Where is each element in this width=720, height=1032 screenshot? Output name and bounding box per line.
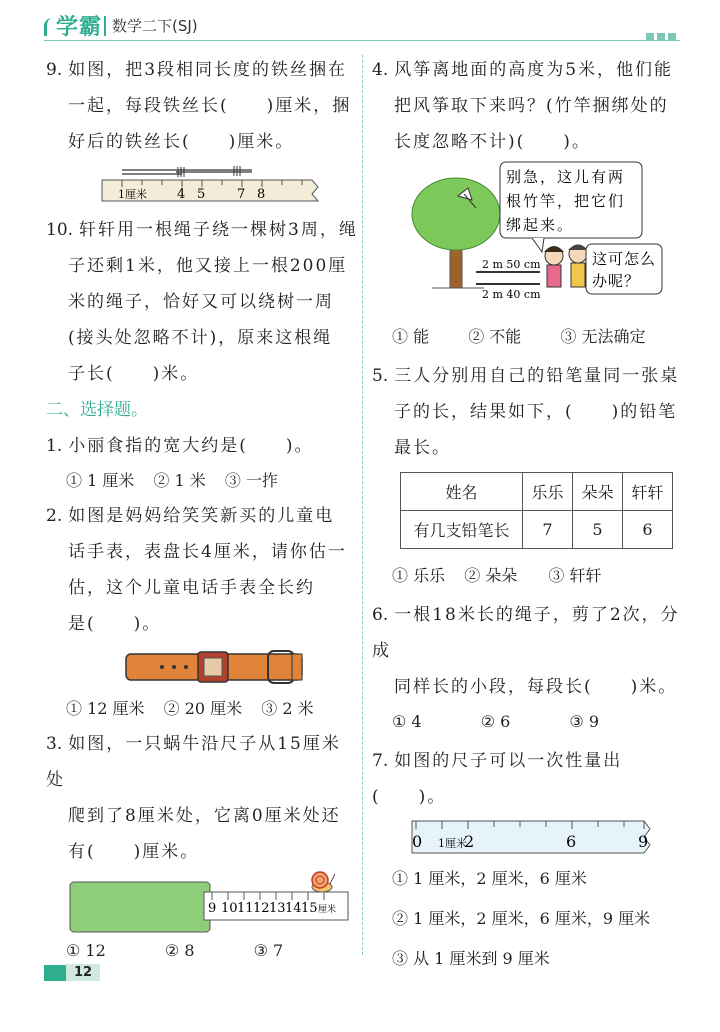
ruler-label: 4 xyxy=(177,187,186,202)
snail-ruler-figure xyxy=(46,870,358,934)
options-q1 xyxy=(46,464,358,498)
question-10 xyxy=(46,212,358,392)
options-q6 xyxy=(372,705,682,739)
question-1 xyxy=(46,428,358,464)
question-text: 子的长，结果如下，( )的铅笔 xyxy=(394,402,678,422)
question-text: 话手表，表盘长4厘米，请你估一 xyxy=(68,542,347,562)
left-column xyxy=(46,52,358,968)
table-cell: 5 xyxy=(573,511,623,549)
ruler-label: 0 xyxy=(412,832,423,851)
table-row xyxy=(401,511,673,549)
speech-text: 根竹竿，把它们 xyxy=(506,192,626,210)
wire-ruler-svg xyxy=(46,160,358,208)
question-text: 子还剩1米，他又接上一根200厘 xyxy=(68,256,348,276)
question-text: 长度忽略不计)( )。 xyxy=(394,132,591,152)
question-number: 5. xyxy=(372,366,389,386)
brand-logo xyxy=(44,10,102,41)
question-text: 爬到了8厘米处，它离0厘米处还 xyxy=(68,806,341,826)
question-2 xyxy=(46,498,358,642)
table-header: 乐乐 xyxy=(523,473,573,511)
options-q5 xyxy=(372,559,682,593)
kite-tree-figure xyxy=(372,160,682,320)
question-number: 1. xyxy=(46,436,63,456)
question-number: 2. xyxy=(46,506,63,526)
option[interactable]: ③ 9 xyxy=(569,712,600,731)
broken-ruler-svg xyxy=(372,815,682,859)
ruler-label: 9 xyxy=(208,901,217,916)
ruler-label: 5 xyxy=(197,187,206,202)
speech-text: 办呢？ xyxy=(592,272,641,290)
book-icon xyxy=(44,965,66,981)
question-text: 子长( )米。 xyxy=(68,364,200,384)
children-icon xyxy=(544,245,588,287)
option[interactable]: ① 4 xyxy=(392,712,422,731)
ruler-label: 厘米 xyxy=(318,905,337,915)
ruler-label: 13 xyxy=(269,901,286,916)
question-text: 一起，每段铁丝长( )厘米，捆 xyxy=(68,96,352,116)
question-6 xyxy=(372,597,682,705)
options-q7 xyxy=(372,859,682,979)
watch-figure xyxy=(46,642,358,692)
question-text: 是( )。 xyxy=(68,614,162,634)
brand-text: 学霸 xyxy=(56,15,103,40)
question-number: 6. xyxy=(372,605,389,625)
question-3 xyxy=(46,726,358,870)
question-text: 如图的尺子可以一次性量出( )。 xyxy=(372,751,623,807)
ruler-label: 11 xyxy=(237,901,254,916)
wire-ruler-figure xyxy=(46,160,358,208)
question-text: 同样长的小段，每段长( )米。 xyxy=(394,677,678,697)
option[interactable]: ① 乐乐 xyxy=(392,566,446,585)
option[interactable]: ① 12 厘米 xyxy=(66,699,145,718)
option[interactable]: ③ 无法确定 xyxy=(560,327,646,346)
options-q4 xyxy=(372,320,682,354)
speech-text: 别急，这儿有两 xyxy=(506,168,626,186)
decor-squares xyxy=(643,26,676,45)
question-text: 米的绳子，恰好又可以绕树一周 xyxy=(68,292,334,312)
section-title: 二、选择题。 xyxy=(46,400,148,420)
snail-icon xyxy=(312,872,335,892)
table-header: 姓名 xyxy=(401,473,523,511)
option[interactable]: ② 1 厘米，2 厘米，6 厘米，9 厘米 xyxy=(392,909,651,928)
question-4 xyxy=(372,52,682,160)
page-header xyxy=(0,0,720,46)
option[interactable]: ③ 2 米 xyxy=(261,699,314,718)
option[interactable]: ② 20 厘米 xyxy=(163,699,243,718)
question-text: 把风筝取下来吗？(竹竿捆绑处的 xyxy=(394,96,669,116)
option[interactable]: ② 朵朵 xyxy=(464,566,518,585)
question-text: 有( )厘米。 xyxy=(68,842,200,862)
question-text: 估，这个儿童电话手表全长约 xyxy=(68,578,315,598)
column-divider xyxy=(362,55,363,955)
ruler-label: 15 xyxy=(301,901,318,916)
question-text: (接头处忽略不计)，原来这根绳 xyxy=(68,328,333,348)
speech-text: 绑起来。 xyxy=(506,216,575,234)
question-text: 如图是妈妈给笑笑新买的儿童电 xyxy=(68,506,335,526)
question-text: 三人分别用自己的铅笔量同一张桌 xyxy=(394,366,680,386)
page-number: 12 xyxy=(66,964,100,981)
option[interactable]: ② 6 xyxy=(480,712,511,731)
question-9 xyxy=(46,52,358,160)
option[interactable]: ② 8 xyxy=(164,941,195,960)
ruler-label: 10 xyxy=(221,901,238,916)
option[interactable]: ① 1 厘米 xyxy=(66,471,135,490)
ruler-label: 12 xyxy=(253,901,270,916)
leaf-icon xyxy=(44,18,54,36)
ruler-label: 1厘米 xyxy=(118,188,147,201)
option[interactable]: ③ 轩轩 xyxy=(548,566,602,585)
question-number: 10. xyxy=(46,220,74,240)
ruler-label: 9 xyxy=(638,832,649,851)
option[interactable]: ① 能 xyxy=(392,327,430,346)
option[interactable]: ② 1 米 xyxy=(153,471,206,490)
table-cell: 6 xyxy=(623,511,673,549)
ruler-label: 7 xyxy=(237,187,246,202)
question-text: 风筝离地面的高度为5米，他们能 xyxy=(394,60,674,80)
question-number: 7. xyxy=(372,751,389,771)
option[interactable]: ② 不能 xyxy=(468,327,522,346)
page-footer xyxy=(44,962,100,981)
option[interactable]: ① 1 厘米，2 厘米，6 厘米 xyxy=(392,869,587,888)
question-number: 9. xyxy=(46,60,63,80)
kite-tree-svg xyxy=(372,160,682,320)
pole-label: 2 m 40 cm xyxy=(482,288,541,301)
question-7 xyxy=(372,743,682,815)
speech-text: 这可怎么 xyxy=(592,250,657,268)
book-subtitle: 数学二下(SJ) xyxy=(112,17,198,35)
question-text: 轩轩用一根绳子绕一棵树3周，绳 xyxy=(79,220,358,240)
question-number: 4. xyxy=(372,60,389,80)
question-5 xyxy=(372,358,682,466)
pole-label: 2 m 50 cm xyxy=(482,258,541,271)
ruler-label: 6 xyxy=(566,832,577,851)
pencil-table xyxy=(400,472,673,549)
table-row xyxy=(401,473,673,511)
broken-ruler-figure xyxy=(372,815,682,859)
table-cell: 有几支铅笔长 xyxy=(401,511,523,549)
ruler-label: 1厘米 xyxy=(438,837,467,850)
option[interactable]: ① 12 xyxy=(66,941,106,960)
question-text: 小丽食指的宽大约是( )。 xyxy=(68,436,314,456)
option[interactable]: ③ 7 xyxy=(253,941,284,960)
header-separator xyxy=(104,16,106,36)
option[interactable]: ③ 从 1 厘米到 9 厘米 xyxy=(392,949,550,968)
question-text: 如图，一只蜗牛沿尺子从15厘米处 xyxy=(46,734,341,790)
table-header: 朵朵 xyxy=(573,473,623,511)
snail-ruler-svg xyxy=(46,870,358,934)
ruler-label: 8 xyxy=(257,187,266,202)
ruler-label: 2 xyxy=(464,832,475,851)
question-text: 最长。 xyxy=(394,438,451,458)
question-text: 好后的铁丝长( )厘米。 xyxy=(68,132,295,152)
question-text: 一根18米长的绳子，剪了2次，分成 xyxy=(372,605,680,661)
right-column xyxy=(372,52,682,979)
table-cell: 7 xyxy=(523,511,573,549)
ruler-label: 14 xyxy=(285,901,302,916)
options-q2 xyxy=(46,692,358,726)
question-number: 3. xyxy=(46,734,63,754)
header-rule xyxy=(44,40,680,41)
table-header: 轩轩 xyxy=(623,473,673,511)
question-text: 如图，把3段相同长度的铁丝捆在 xyxy=(68,60,348,80)
watch-icon xyxy=(46,642,358,692)
option[interactable]: ③ 一拃 xyxy=(224,471,278,490)
